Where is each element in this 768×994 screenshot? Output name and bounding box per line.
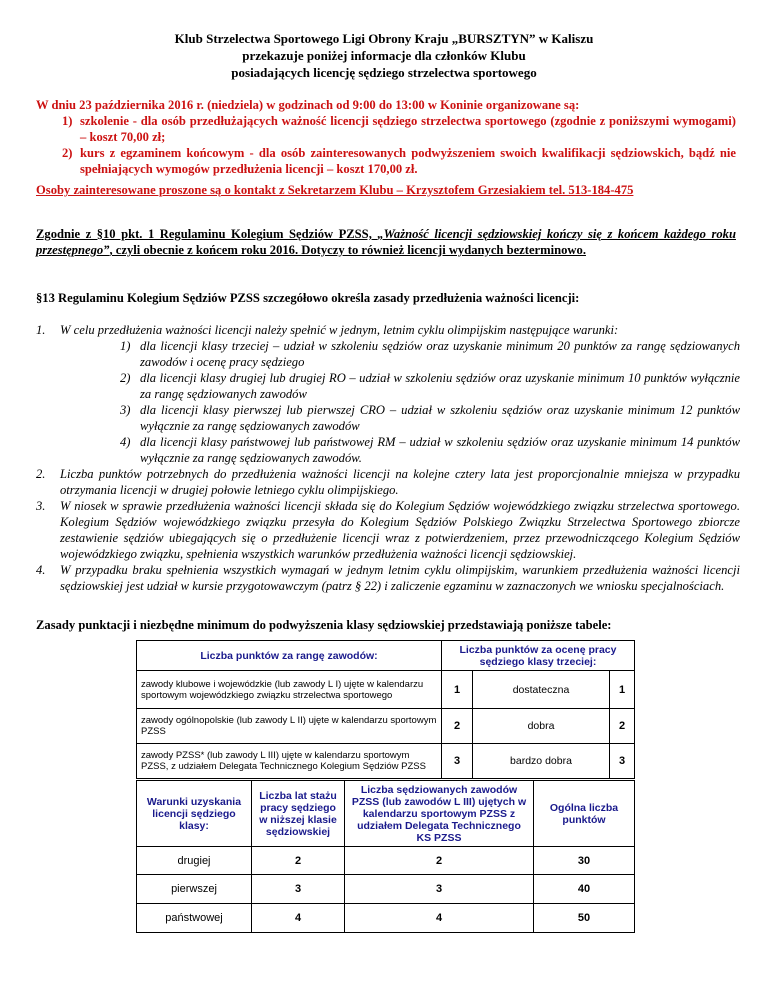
table-row [137,875,635,904]
list-subitem-4-number: 4) [120,435,131,449]
license-table-header-points: Ogólna liczba punktów [534,781,635,847]
table-row [137,709,635,744]
table-cell-grade-points: 2 [610,709,635,744]
table-cell-desc: zawody PZSS* (lub zawody L III) ujęte w kalendarzu sportowym PZSS, z udziałem Delegata Technicznego Kolegium Sędziów PZSS [137,744,442,779]
table-cell-years: 3 [252,875,345,904]
tables-heading: Zasady punktacji i niezbędne minimum do podwyższenia klasy sędziowskiej przedstawiają poniższe tabele: [36,618,612,632]
table-cell-events: 4 [345,904,534,933]
list-subitem-3-number: 3) [120,403,131,417]
list-item-4-number: 4. [36,563,46,577]
table-cell-total-points: 40 [534,875,635,904]
table-cell-total-points: 30 [534,847,635,875]
rule-10-quote: „Ważność licencji sędziowskiej kończy się z końcem każdego roku przestępnego” [36,227,736,257]
list-item-3: W niosek w sprawie przedłużenia ważności licencji składa się do Kolegium Sędziów wojewódzkiego związku strzelectwa sportowego. Kolegium Sędziów wojewódzkiego związku przesyła do Kolegium Sędziów Polskiego Związku Strzelectwa Sportowego zbiorcze zestawienie sędziów ubiegających się o przedłużenie licencji wraz z potwierdzeniem, przez przewodniczącego Kolegium Sędziów wojewódzkiego związku, spełnienia wszystkich warunków przedłużenia ważności licencji sędziowskiej. [60,499,740,561]
announcement-item-2: kurs z egzaminem końcowym - dla osób zainteresowanych podwyższeniem swoich kwalifikacji sędziowskich, bądź nie spełniających wymogów przedłużenia licencji – koszt 170,00 zł. [80,146,736,176]
list-subitem-1: dla licencji klasy trzeciej – udział w szkoleniu sędziów oraz uzyskanie minimum 20 punktów za rangę sędziowanych zawodów i ocenę pracy sędziego [140,339,740,369]
list-item-1-number: 1. [36,323,46,337]
table-cell-desc: zawody ogólnopolskie (lub zawody L II) ujęte w kalendarzu sportowym PZSS [137,709,442,744]
table-cell-points: 2 [442,709,473,744]
table-cell-grade: dobra [473,709,610,744]
list-item-4: W przypadku braku spełnienia wszystkich wymagań w jednym letnim cyklu olimpijskim, warunkiem przedłużenia ważności licencji sędziowskiej jest udział w kursie przygotowawczym (patrz § 22) i zaliczenie egzaminu w zaznaczonych we wniosku specjalnościach. [60,563,740,593]
license-table [136,780,635,933]
table-cell-grade: bardzo dobra [473,744,610,779]
table-cell-points: 3 [442,744,473,779]
table-cell-grade: dostateczna [473,671,610,709]
list-subitem-4: dla licencji klasy państwowej lub państwowej RM – udział w szkoleniu sędziów oraz uzyskanie minimum 14 punktów wyłącznie za rangę sędziowanych zawodów. [140,435,740,465]
announcement-item-1: szkolenie - dla osób przedłużających ważność licencji sędziego strzelectwa sportowego (zgodnie z poniższymi wymogami) – koszt 70,00 zł; [80,114,736,144]
list-item-1: W celu przedłużenia ważności licencji należy spełnić w jednym, letnim cyklu olimpijskim następujące warunki: [60,323,619,337]
table-row [137,744,635,779]
list-item-2: Liczba punktów potrzebnych do przedłużenia ważności licencji na kolejne cztery lata jest proporcjonalnie mniejsza w przypadku otrzymania licencji w drugiej połowie letniego cyklu olimpijskiego. [60,467,740,497]
rule-10-paragraph [36,226,736,258]
list-subitem-1-number: 1) [120,339,131,353]
table-cell-total-points: 50 [534,904,635,933]
list-subitem-3: dla licencji klasy pierwszej lub pierwszej CRO – udział w szkoleniu sędziów oraz uzyskanie minimum 12 punktów wyłącznie za rangę sędziowanych zawodów [140,403,740,433]
table-cell-events: 2 [345,847,534,875]
table-cell-grade-points: 3 [610,744,635,779]
header-line-2: przekazuje poniżej informacje dla członków Klubu [242,48,526,63]
list-subitem-2: dla licencji klasy drugiej lub drugiej RO – udział w szkoleniu sędziów oraz uzyskanie minimum 10 punktów wyłącznie za rangę sędziowanych zawodów [140,371,740,401]
list-subitem-2-number: 2) [120,371,131,385]
table-cell-years: 4 [252,904,345,933]
list-item-2-number: 2. [36,467,46,481]
header-line-3: posiadających licencję sędziego strzelectwa sportowego [231,65,537,80]
license-table-header-class: Warunki uzyskania licencji sędziego klasy: [137,781,252,847]
announcement-item-2-number: 2) [62,146,73,160]
points-table [136,640,635,779]
table-cell-events: 3 [345,875,534,904]
license-table-header-years: Liczba lat stażu pracy sędziego w niższej klasie sędziowskiej [252,781,345,847]
table-row [137,904,635,933]
rule-10-text-a: Zgodnie z §10 pkt. 1 Regulaminu Kolegium Sędziów PZSS, [36,227,378,241]
rule-10-text-b: , czyli obecnie z końcem roku 2016. Dotyczy to również licencji wydanych bezterminowo. [109,243,586,257]
table-cell-desc: zawody klubowe i wojewódzkie (lub zawody L I) ujęte w kalendarzu sportowym wojewódzkiego związku strzelectwa sportowego [137,671,442,709]
table-row [137,671,635,709]
announcement-intro: W dniu 23 października 2016 r. (niedziela) w godzinach od 9:00 do 13:00 w Koninie organizowane są: [36,98,580,112]
list-item-3-number: 3. [36,499,46,513]
table-cell-years: 2 [252,847,345,875]
table-cell-points: 1 [442,671,473,709]
table-cell-class: drugiej [137,847,252,875]
table-cell-grade-points: 1 [610,671,635,709]
points-table-header-grade: Liczba punktów za ocenę pracy sędziego klasy trzeciej: [442,641,635,671]
table-row [137,847,635,875]
license-table-header-events: Liczba sędziowanych zawodów PZSS (lub zawodów L III) ujętych w kalendarzu sportowym PZSS z udziałem Delegata Technicznego KS PZSS [345,781,534,847]
header-line-1: Klub Strzelectwa Sportowego Ligi Obrony Kraju „BURSZTYN” w Kaliszu [174,31,594,46]
announcement-item-1-number: 1) [62,114,73,128]
table-cell-class: państwowej [137,904,252,933]
contact-line: Osoby zainteresowane proszone są o kontakt z Sekretarzem Klubu – Krzysztofem Grzesiakiem tel. 513-184-475 [36,183,634,197]
points-table-header-rank: Liczba punktów za rangę zawodów: [137,641,442,671]
table-cell-class: pierwszej [137,875,252,904]
rule-13-heading: §13 Regulaminu Kolegium Sędziów PZSS szczegółowo określa zasady przedłużenia ważności licencji: [36,291,580,305]
